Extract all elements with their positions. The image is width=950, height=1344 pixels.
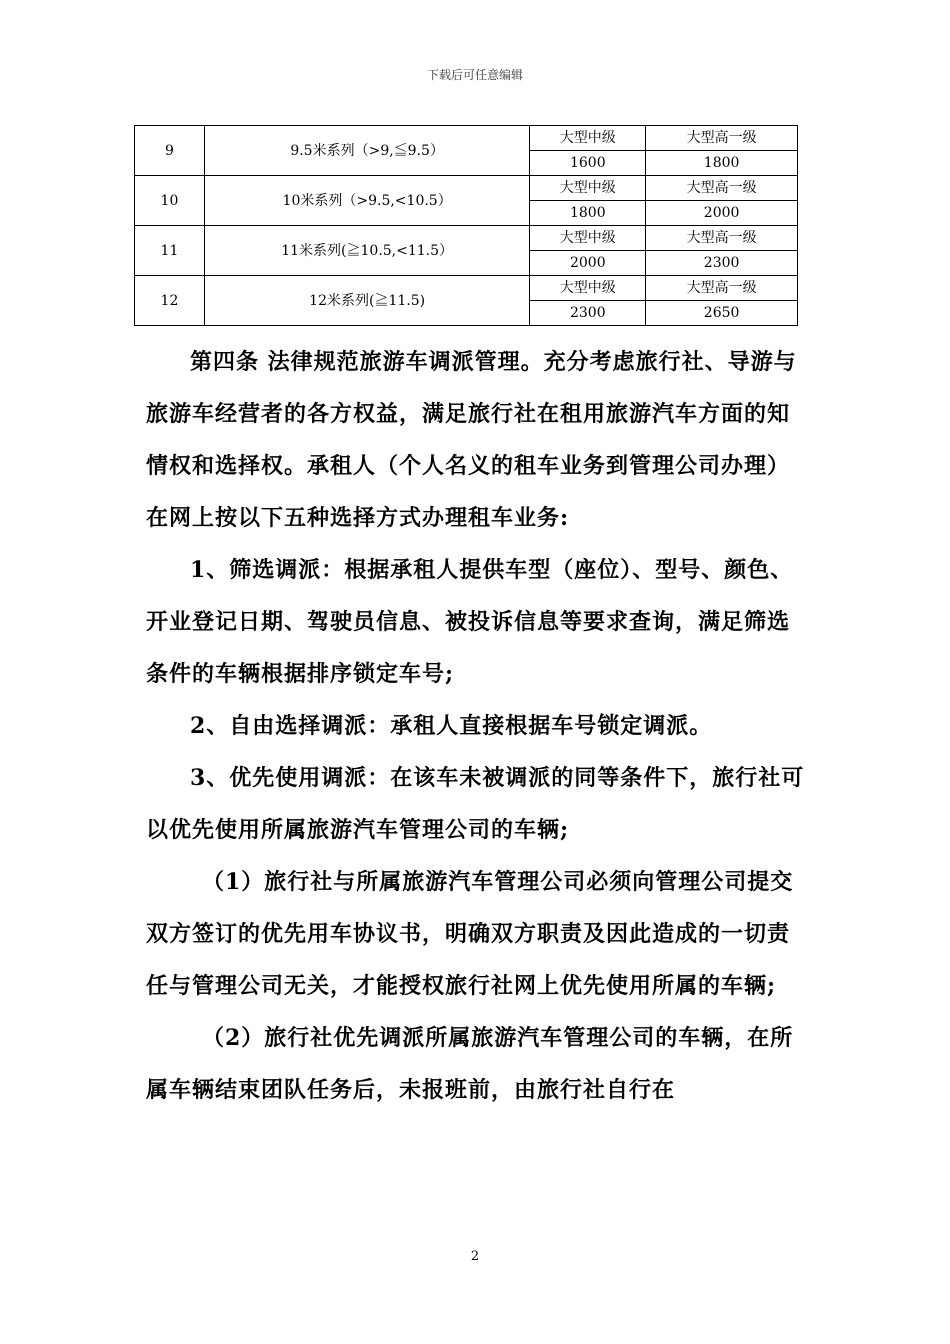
grade-a: 大型中级 <box>530 276 646 301</box>
row-number: 11 <box>135 226 205 276</box>
grade-a: 大型中级 <box>530 226 646 251</box>
row-number: 12 <box>135 276 205 326</box>
vehicle-series: 9.5米系列（>9,≦9.5） <box>204 126 530 176</box>
row-number: 9 <box>135 126 205 176</box>
price-b: 1800 <box>646 151 798 176</box>
row-number: 10 <box>135 176 205 226</box>
grade-b: 大型高一级 <box>646 226 798 251</box>
paragraph-item-2: 2、自由选择调派：承租人直接根据车号锁定调派。 <box>190 713 713 739</box>
price-a: 2000 <box>530 251 646 276</box>
price-b: 2000 <box>646 201 798 226</box>
paragraph-article-4: 第四条 法律规范旅游车调派管理。充分考虑旅行社、导游与旅游车经营者的各方权益，满足旅行社在租用旅游汽车方面的知情权和选择权。承租人（个人名义的租车业务到管理公司办理）在网上按以下五种选择方式办理租车业务: <box>146 349 797 531</box>
table-row <box>135 176 798 201</box>
table-row <box>135 226 798 251</box>
vehicle-series: 12米系列(≧11.5) <box>204 276 530 326</box>
table-row <box>135 276 798 301</box>
price-b: 2300 <box>646 251 798 276</box>
grade-a: 大型中级 <box>530 176 646 201</box>
vehicle-series: 11米系列(≧10.5,<11.5） <box>204 226 530 276</box>
paragraph-item-1: 1、筛选调派：根据承租人提供车型（座位）、型号、颜色、开业登记日期、驾驶员信息、被投诉信息等要求查询，满足筛选条件的车辆根据排序锁定车号; <box>146 557 794 687</box>
paragraph-item-3: 3、优先使用调派：在该车未被调派的同等条件下，旅行社可以优先使用所属旅游汽车管理公司的车辆; <box>146 765 805 843</box>
rate-table <box>134 125 798 326</box>
grade-b: 大型高一级 <box>646 126 798 151</box>
price-a: 1800 <box>530 201 646 226</box>
page-number: 2 <box>470 1249 480 1264</box>
page-header: 下载后可任意编辑 <box>426 68 523 82</box>
grade-a: 大型中级 <box>530 126 646 151</box>
price-a: 2300 <box>530 301 646 326</box>
body-text <box>146 336 810 1116</box>
table-row <box>135 126 798 151</box>
price-b: 2650 <box>646 301 798 326</box>
grade-b: 大型高一级 <box>646 176 798 201</box>
paragraph-subitem-2: （2）旅行社优先调派所属旅游汽车管理公司的车辆，在所属车辆结束团队任务后，未报班前，由旅行社自行在 <box>146 1025 794 1103</box>
grade-b: 大型高一级 <box>646 276 798 301</box>
price-a: 1600 <box>530 151 646 176</box>
vehicle-series: 10米系列（>9.5,<10.5） <box>204 176 530 226</box>
paragraph-subitem-1: （1）旅行社与所属旅游汽车管理公司必须向管理公司提交双方签订的优先用车协议书，明确双方职责及因此造成的一切责任与管理公司无关，才能授权旅行社网上优先使用所属的车辆; <box>146 869 794 999</box>
